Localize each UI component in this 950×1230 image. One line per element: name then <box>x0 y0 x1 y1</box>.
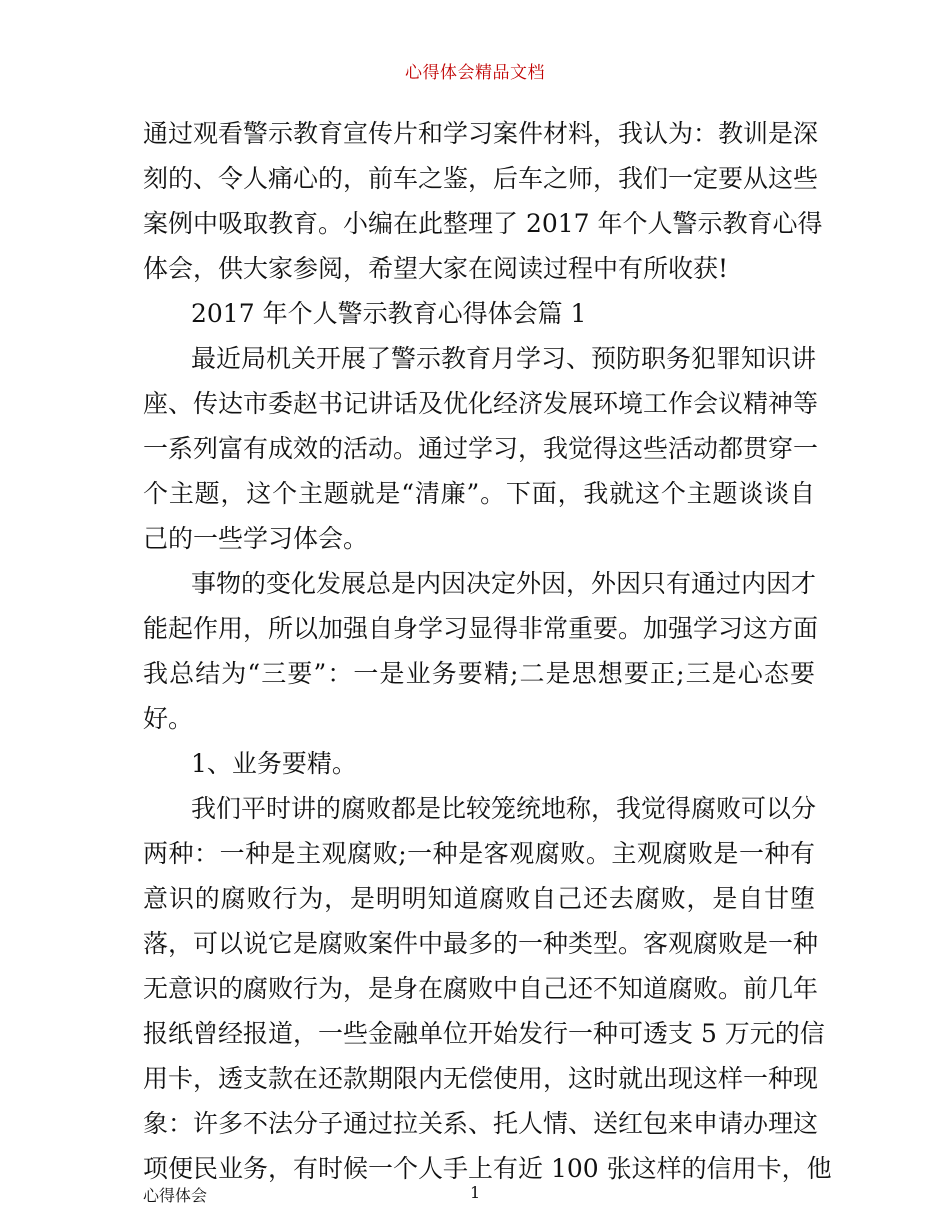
paragraph-line: 项便民业务，有时候一个人手上有近 100 张这样的信用卡，他 <box>143 1154 832 1183</box>
document-body <box>143 111 832 1191</box>
page-number: 1 <box>470 1183 481 1202</box>
paragraph-line: 一系列富有成效的活动。通过学习，我觉得这些活动都贯穿一 <box>143 434 819 463</box>
page-header-title: 心得体会精品文档 <box>405 63 545 83</box>
paragraph-line: 通过观看警示教育宣传片和学习案件材料，我认为：教训是深 <box>143 119 819 148</box>
paragraph-line: 两种：一种是主观腐败;一种是客观腐败。主观腐败是一种有 <box>143 839 815 868</box>
paragraph-line: 个主题，这个主题就是“清廉”。下面，我就这个主题谈谈自 <box>143 479 815 508</box>
paragraph-line: 体会，供大家参阅，希望大家在阅读过程中有所收获! <box>143 254 729 283</box>
paragraph-line: 意识的腐败行为，是明明知道腐败自己还去腐败，是自甘堕 <box>143 884 815 913</box>
subsection-heading: 1、业务要精。 <box>191 749 357 778</box>
paragraph-line: 我总结为“三要”：一是业务要精;二是思想要正;三是心态要 <box>143 659 815 688</box>
section-heading: 2017 年个人警示教育心得体会篇 1 <box>191 299 587 328</box>
paragraph-line: 最近局机关开展了警示教育月学习、预防职务犯罪知识讲 <box>191 344 817 373</box>
paragraph-line: 报纸曾经报道，一些金融单位开始发行一种可透支 5 万元的信 <box>143 1019 825 1048</box>
paragraph-line: 无意识的腐败行为，是身在腐败中自己还不知道腐败。前几年 <box>143 974 819 1003</box>
paragraph-line: 座、传达市委赵书记讲话及优化经济发展环境工作会议精神等 <box>143 389 819 418</box>
paragraph-line: 能起作用，所以加强自身学习显得非常重要。加强学习这方面 <box>143 614 819 643</box>
paragraph-line: 落，可以说它是腐败案件中最多的一种类型。客观腐败是一种 <box>143 929 819 958</box>
paragraph-line: 好。 <box>143 704 194 733</box>
paragraph-line: 象：许多不法分子通过拉关系、托人情、送红包来申请办理这 <box>143 1109 819 1138</box>
paragraph-line: 我们平时讲的腐败都是比较笼统地称，我觉得腐败可以分 <box>191 794 817 823</box>
paragraph-line: 案例中吸取教育。小编在此整理了 2017 年个人警示教育心得 <box>143 209 823 238</box>
paragraph-line: 事物的变化发展总是内因决定外因，外因只有通过内因才 <box>191 569 817 598</box>
paragraph-line: 己的一些学习体会。 <box>143 524 369 553</box>
footer-label: 心得体会 <box>143 1186 208 1205</box>
paragraph-line: 刻的、令人痛心的，前车之鉴，后车之师，我们一定要从这些 <box>143 164 819 193</box>
paragraph-line: 用卡，透支款在还款期限内无偿使用，这时就出现这样一种现 <box>143 1064 819 1093</box>
